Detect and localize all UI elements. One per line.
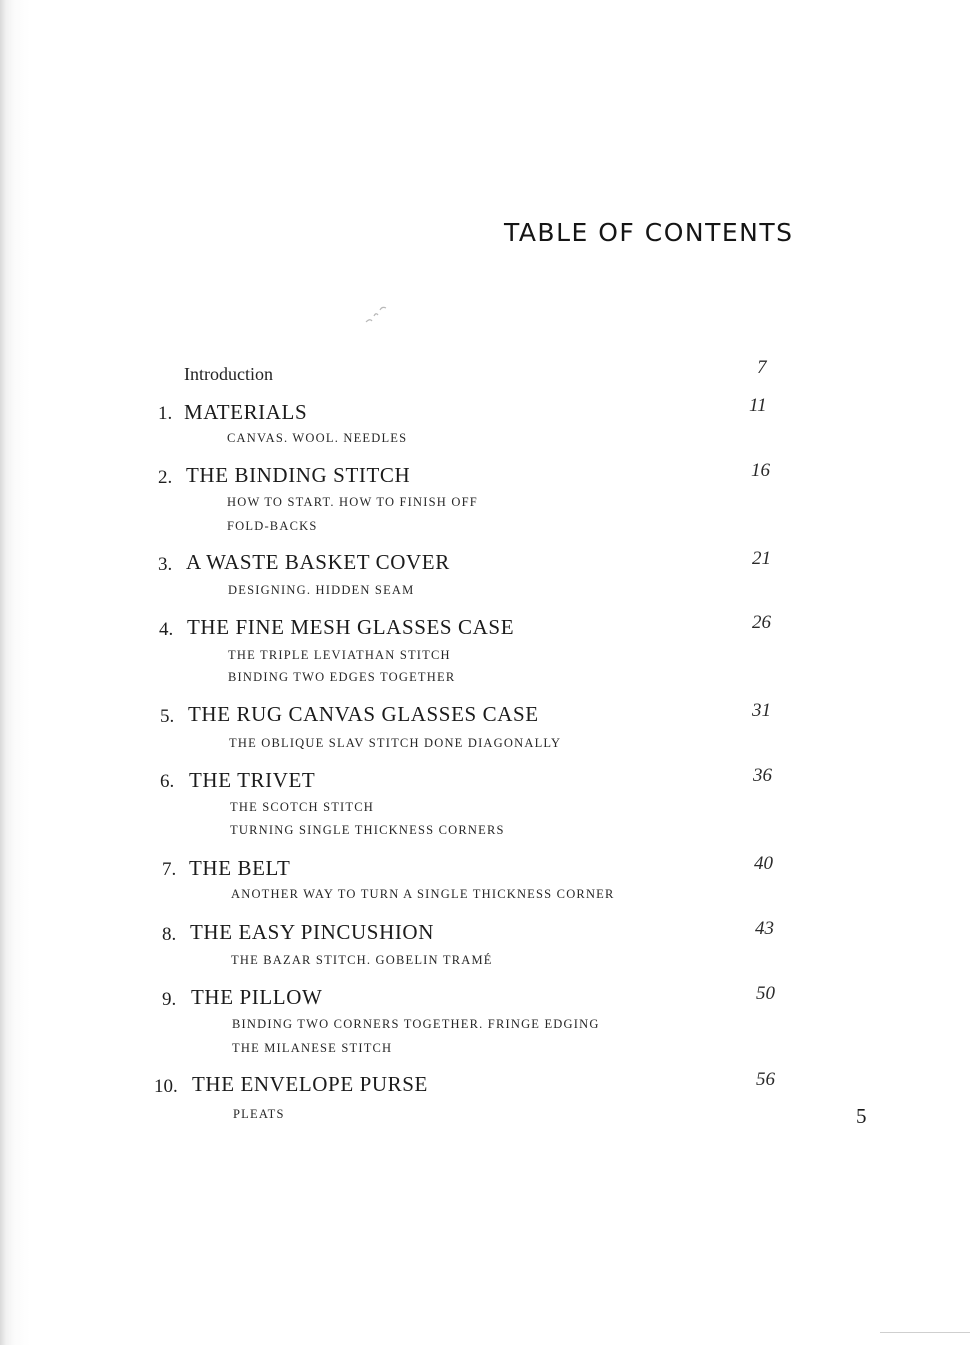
chapter-subtopic: THE SCOTCH STITCH [230, 800, 375, 814]
page-edge-line [880, 1332, 970, 1333]
chapter-number: 10. [154, 1076, 178, 1097]
chapter-subtopic: THE MILANESE STITCH [232, 1041, 393, 1055]
chapter-page: 50 [756, 983, 775, 1004]
chapter-subtopic: DESIGNING. HIDDEN SEAM [228, 583, 415, 597]
chapter-page: 31 [752, 700, 771, 721]
chapter-title: THE RUG CANVAS GLASSES CASE [188, 702, 539, 726]
chapter-title: THE TRIVET [189, 768, 316, 792]
chapter-title: THE BINDING STITCH [186, 463, 411, 487]
chapter-number: 5. [160, 706, 175, 727]
ink-smudge [362, 302, 390, 330]
chapter-subtopic: BINDING TWO EDGES TOGETHER [228, 670, 456, 684]
chapter-title: MATERIALS [184, 400, 308, 424]
chapter-number: 2. [158, 467, 173, 488]
chapter-subtopic: BINDING TWO CORNERS TOGETHER. FRINGE EDGING [232, 1017, 600, 1031]
chapter-title: THE PILLOW [191, 985, 323, 1009]
chapter-page: 43 [755, 918, 774, 939]
chapter-number: 8. [162, 924, 177, 945]
chapter-title: THE ENVELOPE PURSE [192, 1072, 428, 1096]
chapter-title: THE BELT [189, 856, 291, 880]
chapter-subtopic: THE TRIPLE LEVIATHAN STITCH [228, 648, 451, 662]
chapter-subtopic: ANOTHER WAY TO TURN A SINGLE THICKNESS CORNER [231, 887, 615, 901]
chapter-number: 9. [162, 989, 177, 1010]
chapter-title: THE FINE MESH GLASSES CASE [187, 615, 515, 639]
toc-introduction-page: 7 [757, 357, 767, 378]
chapter-subtopic: HOW TO START. HOW TO FINISH OFF [227, 495, 478, 509]
chapter-page: 16 [751, 460, 770, 481]
chapter-subtopic: THE OBLIQUE SLAV STITCH DONE DIAGONALLY [229, 736, 562, 750]
page-number: 5 [856, 1104, 867, 1128]
chapter-page: 21 [752, 548, 771, 569]
chapter-title: THE EASY PINCUSHION [190, 920, 434, 944]
chapter-number: 1. [158, 403, 173, 424]
chapter-number: 7. [162, 859, 177, 880]
chapter-subtopic: CANVAS. WOOL. NEEDLES [227, 431, 408, 445]
page-title: TABLE OF CONTENTS [504, 218, 794, 247]
toc-introduction-label: Introduction [184, 364, 273, 384]
chapter-title: A WASTE BASKET COVER [186, 550, 450, 574]
chapter-number: 4. [159, 619, 174, 640]
chapter-subtopic: FOLD-BACKS [227, 519, 318, 533]
chapter-page: 40 [754, 853, 773, 874]
chapter-page: 11 [749, 395, 767, 416]
chapter-subtopic: TURNING SINGLE THICKNESS CORNERS [230, 823, 505, 837]
chapter-subtopic: THE BAZAR STITCH. GOBELIN TRAMÉ [231, 953, 493, 967]
chapter-subtopic: PLEATS [233, 1107, 285, 1121]
chapter-page: 56 [756, 1069, 775, 1090]
chapter-page: 36 [753, 765, 772, 786]
chapter-number: 6. [160, 771, 175, 792]
chapter-page: 26 [752, 612, 771, 633]
chapter-number: 3. [158, 554, 173, 575]
